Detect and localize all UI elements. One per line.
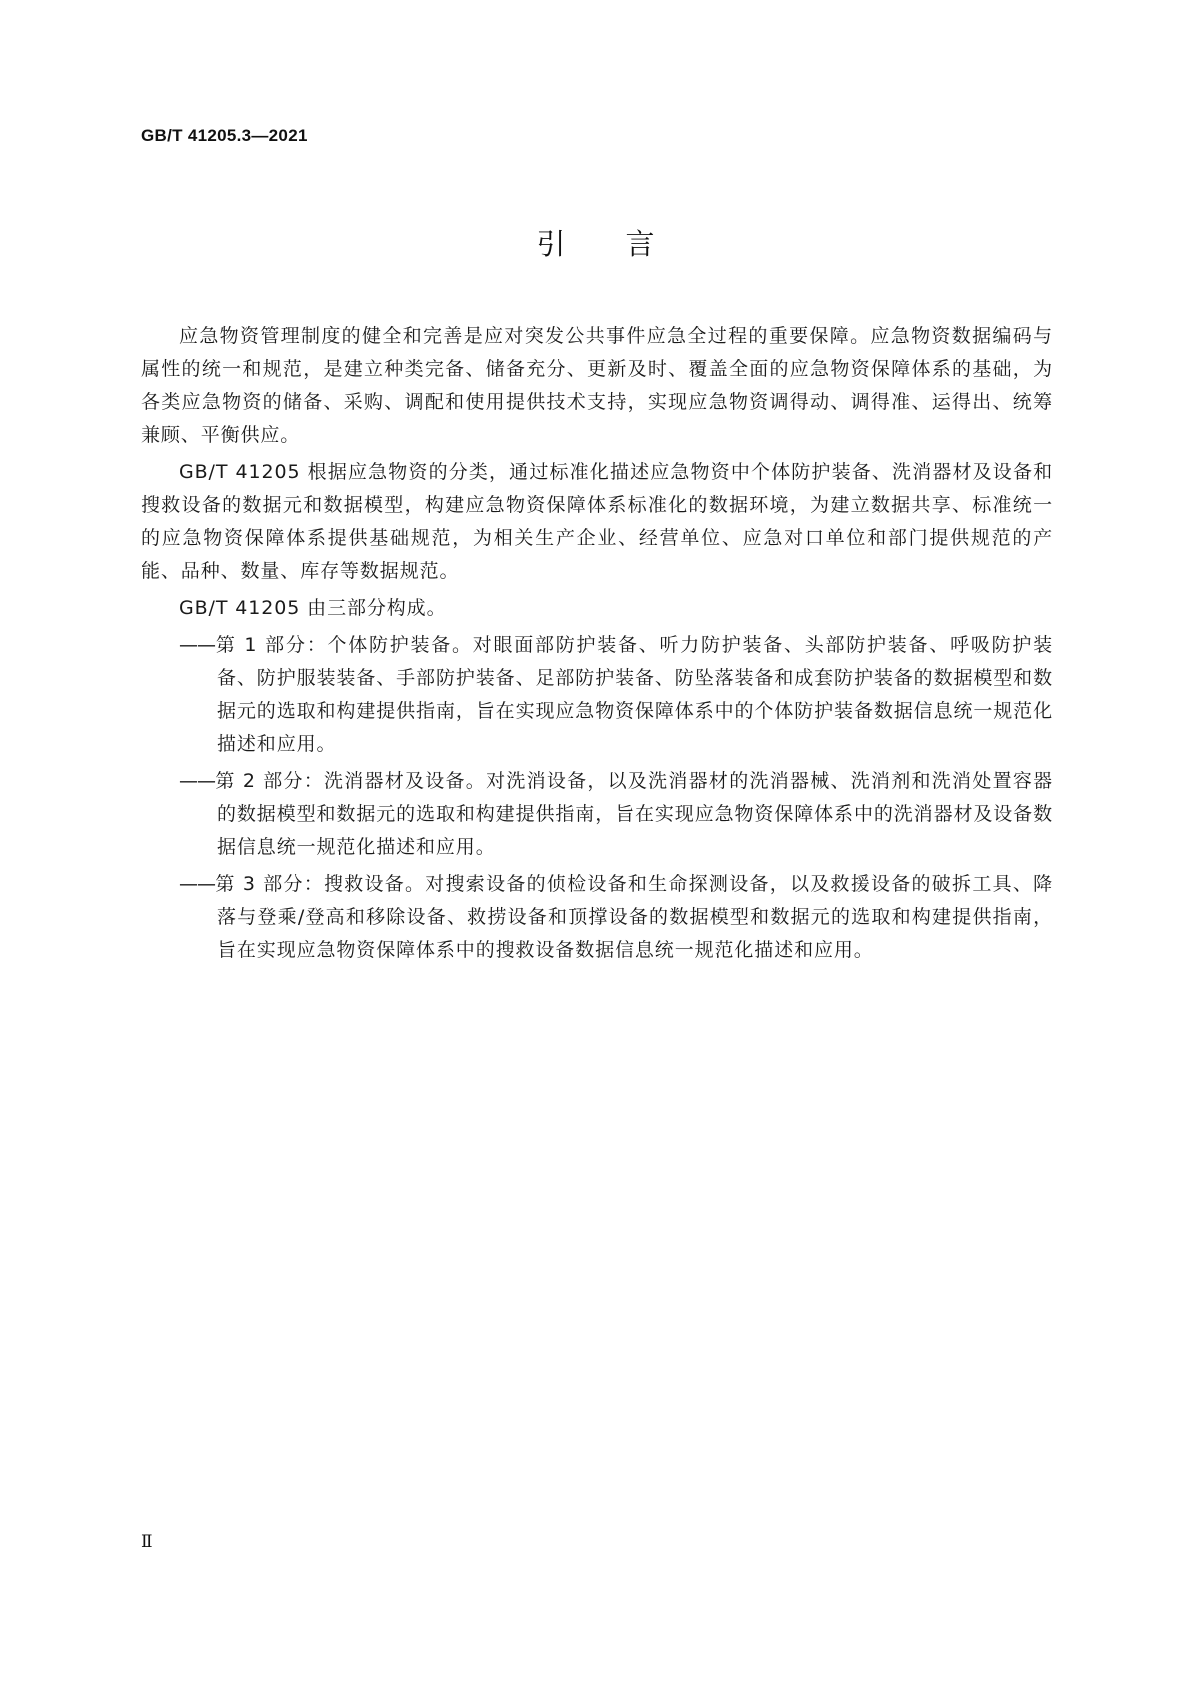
- paragraph-intro: 应急物资管理制度的健全和完善是应对突发公共事件应急全过程的重要保障。应急物资数据编码与属性的统一和规范，是建立种类完备、储备充分、更新及时、覆盖全面的应急物资保障体系的基础，为各类应急物资的储备、采购、调配和使用提供技术支持，实现应急物资调得动、调得准、运得出、统筹兼顾、平衡供应。: [141, 325, 1053, 446]
- document-code: GB/T 41205.3—2021: [141, 126, 308, 145]
- list-item-part-3: [141, 868, 1053, 967]
- section-title: 引言: [536, 227, 715, 261]
- paragraph-scope: GB/T 41205 根据应急物资的分类，通过标准化描述应急物资中个体防护装备、洗消器材及设备和搜救设备的数据元和数据模型，构建应急物资保障体系标准化的数据环境，为建立数据共享、标准统一的应急物资保障体系提供基础规范，为相关生产企业、经营单位、应急对口单位和部门提供规范的产能、品种、数量、库存等数据规范。: [141, 461, 1053, 582]
- list-item-text: 第 2 部分：洗消器材及设备。对洗消设备，以及洗消器材的洗消器械、洗消剂和洗消处置容器的数据模型和数据元的选取和构建提供指南，旨在实现应急物资保障体系中的洗消器材及设备数据信息统一规范化描述和应用。: [215, 770, 1053, 858]
- list-item-text: 第 3 部分：搜救设备。对搜索设备的侦检设备和生命探测设备，以及救援设备的破拆工具、降落与登乘/登高和移除设备、救捞设备和顶撑设备的数据模型和数据元的选取和构建提供指南，旨在实现应急物资保障体系中的搜救设备数据信息统一规范化描述和应用。: [215, 873, 1053, 961]
- list-item-text: 第 1 部分：个体防护装备。对眼面部防护装备、听力防护装备、头部防护装备、呼吸防护装备、防护服装装备、手部防护装备、足部防护装备、防坠落装备和成套防护装备的数据模型和数据元的选取和构建提供指南，旨在实现应急物资保障体系中的个体防护装备数据信息统一规范化描述和应用。: [215, 634, 1053, 755]
- paragraph-structure: GB/T 41205 由三部分构成。: [179, 597, 447, 619]
- list-dash: ——: [179, 873, 215, 895]
- body-text: [141, 320, 1053, 971]
- list-dash: ——: [179, 634, 215, 656]
- list-item-part-2: [141, 765, 1053, 864]
- page-number: Ⅱ: [141, 1532, 153, 1552]
- list-dash: ——: [179, 770, 215, 792]
- list-item-part-1: [141, 629, 1053, 761]
